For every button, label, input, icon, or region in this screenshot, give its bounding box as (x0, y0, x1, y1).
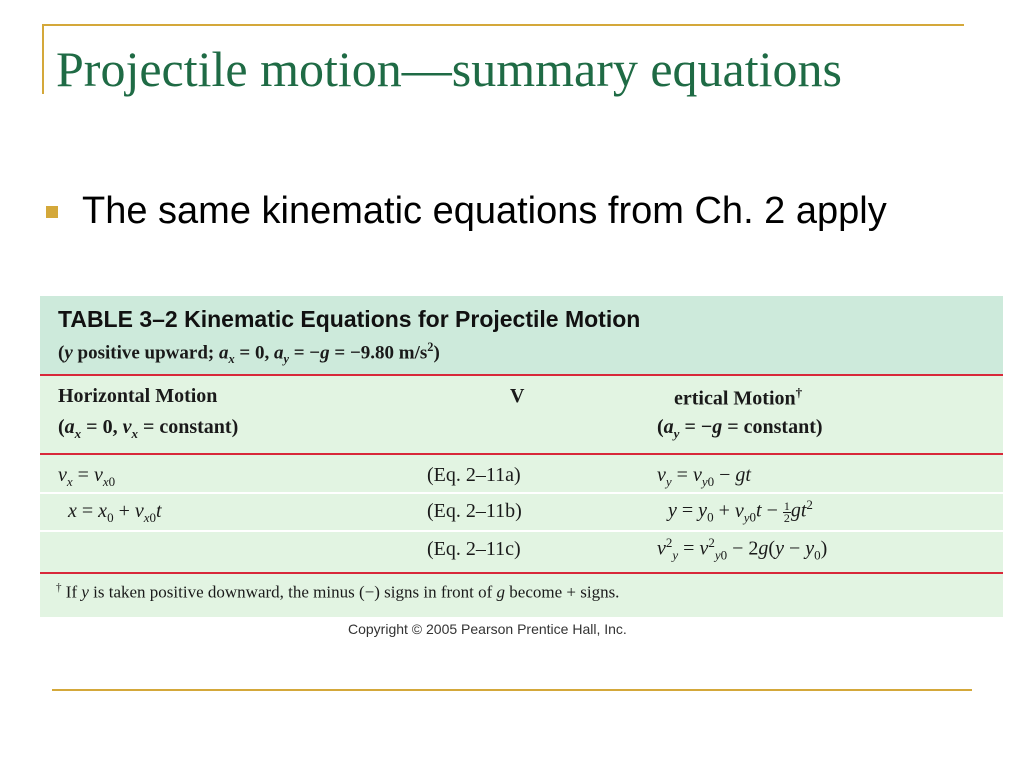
row-divider (40, 530, 1003, 532)
equation-vy-squared: $v^2_y = v^2_{y0} - 2g(y - y_0)$ (657, 535, 828, 563)
slide-title: Projectile motion—summary equations (56, 41, 842, 97)
equation-y: $y = y_0 + v_{y0}t$ − $\frac{1}{2}$ $gt^2$ (668, 497, 813, 525)
horizontal-motion-heading: Horizontal Motion (58, 385, 218, 407)
equation-vy: $v_y = v_{y0}$ − gt (657, 464, 751, 489)
horizontal-motion-condition: ($a_x = 0$, $v_x$ = constant) (58, 416, 239, 441)
vertical-motion-heading-initial: V (510, 385, 525, 407)
table-footnote: † If y is taken positive downward, the minus (−) signs in front of g become + signs. (56, 582, 620, 602)
table-title: TABLE 3–2 Kinematic Equations for Projectile Motion (58, 306, 641, 332)
decorative-vertical-line (42, 24, 44, 94)
table-header (40, 296, 1003, 374)
equation-vx: $v_x = v_{x0}$ (58, 464, 116, 489)
eq-label-2-11a: (Eq. 2–11a) (427, 464, 521, 486)
footnote-rule (40, 572, 1003, 574)
eq-label-2-11c: (Eq. 2–11c) (427, 538, 521, 560)
header-rule (40, 374, 1003, 376)
copyright-notice: Copyright © 2005 Pearson Prentice Hall, Inc. (348, 621, 627, 637)
bullet-item (46, 190, 887, 233)
bullet-text: The same kinematic equations from Ch. 2 apply (82, 190, 887, 232)
row-divider (40, 492, 1003, 494)
table-subtitle: (y positive upward; $a_x = 0$, $a_y = -g = -9.80$ $m/s^2$) (58, 340, 440, 367)
vertical-motion-heading-rest: ertical Motion† (674, 385, 803, 410)
square-bullet-icon (46, 206, 58, 218)
equation-x: $x = x_0 + v_{x0}t$ (68, 500, 162, 525)
column-header-rule (40, 453, 1003, 455)
decorative-top-line (42, 24, 964, 26)
vertical-motion-condition: ($a_y = -g$ = constant) (657, 416, 823, 441)
decorative-bottom-line (52, 689, 972, 691)
eq-label-2-11b: (Eq. 2–11b) (427, 500, 522, 522)
kinematic-equations-table (40, 296, 1003, 617)
